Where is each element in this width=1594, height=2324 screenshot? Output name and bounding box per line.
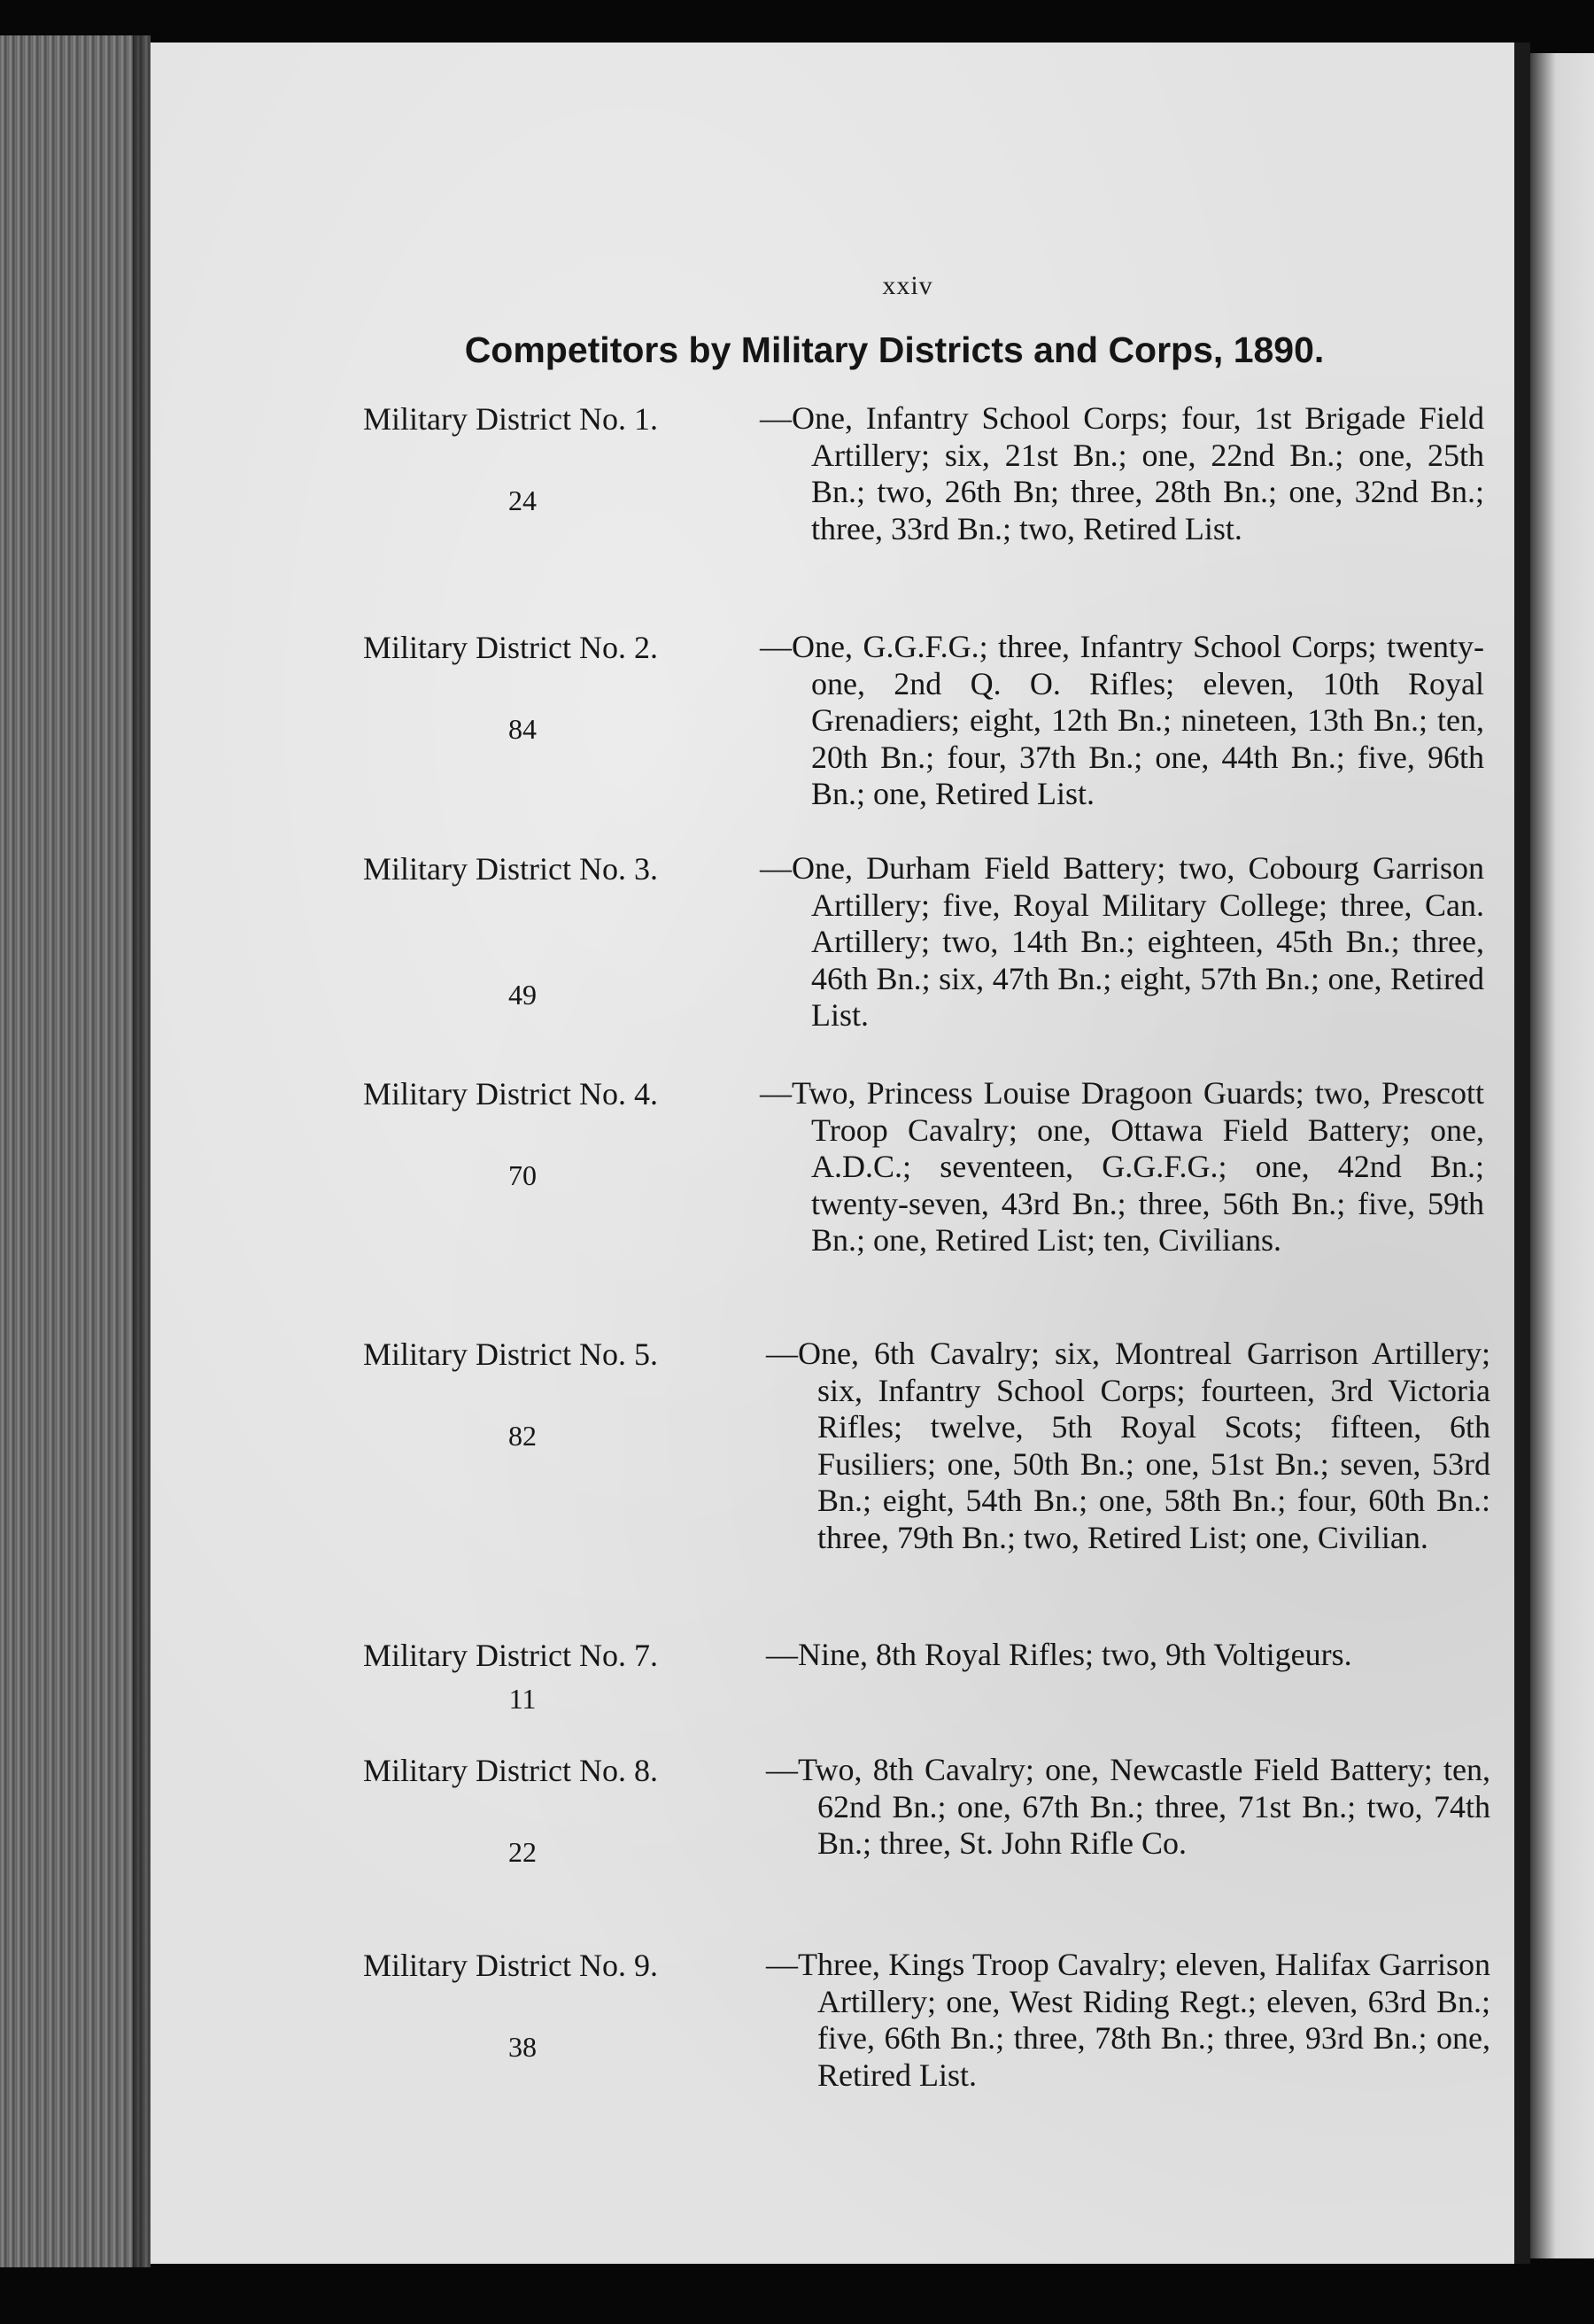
adjacent-page-sliver [1530,53,1594,2258]
competitor-count: 22 [508,1836,537,1868]
page-number: xxiv [882,271,933,300]
district-label: Military District No. 7. [363,1638,658,1673]
district-label: Military District No. 1. [363,401,658,437]
district-label: Military District No. 4. [363,1076,658,1112]
competitor-count: 38 [508,2031,537,2063]
competitor-count: 11 [508,1683,537,1715]
district-label: Military District No. 9. [363,1948,658,1983]
competitor-count: 70 [508,1159,537,1191]
corps-list: —One, 6th Cavalry; six, Montreal Garrison Artillery; six, Infantry School Corps; fourteen, 3rd Victoria Rifles; twelve, 5th Royal Scots; fifteen, 6th Fusiliers; one, 50th Bn.; one, 51st Bn.; seven, 53rd Bn.; eight, 54th Bn.; one, 58th Bn.; four, 60th Bn.: three, 79th Bn.; two, Retired List; one, Civilian. [766,1336,1490,1555]
book-page-edges [0,35,151,2267]
competitor-count: 84 [508,713,537,745]
page-gutter [1514,43,1530,2264]
corps-list: —Two, Princess Louise Dragoon Guards; two, Prescott Troop Cavalry; one, Ottawa Field Battery; one, A.D.C.; seventeen, G.G.F.G.; one, 42nd Bn.; twenty-seven, 43rd Bn.; three, 56th Bn.; five, 59th Bn.; one, Retired List; ten, Civilians. [760,1075,1484,1258]
corps-list: —Two, 8th Cavalry; one, Newcastle Field Battery; ten, 62nd Bn.; one, 67th Bn.; three, 71st Bn.; two, 74th Bn.; three, St. John Rifle Co. [766,1752,1490,1861]
district-label: Military District No. 3. [363,851,658,887]
corps-list: —Nine, 8th Royal Rifles; two, 9th Voltigeurs. [766,1637,1352,1672]
competitor-count: 24 [508,484,537,516]
competitor-count: 82 [508,1420,537,1452]
corps-list: —One, Durham Field Battery; two, Cobourg Garrison Artillery; five, Royal Military College; three, Can. Artillery; two, 14th Bn.; eighteen, 45th Bn.; three, 46th Bn.; six, 47th Bn.; eight, 57th Bn.; one, Retired List. [760,850,1484,1033]
page-title: Competitors by Military Districts and Corps, 1890. [464,329,1325,370]
district-label: Military District No. 2. [363,630,658,665]
district-label: Military District No. 8. [363,1753,658,1788]
competitor-count: 49 [508,979,537,1011]
district-label: Military District No. 5. [363,1336,658,1372]
corps-list: —One, Infantry School Corps; four, 1st Brigade Field Artillery; six, 21st Bn.; one, 22nd Bn.; one, 25th Bn.; two, 26th Bn; three, 28th Bn.; one, 32nd Bn.; three, 33rd Bn.; two, Retired List. [760,400,1484,546]
corps-list: —Three, Kings Troop Cavalry; eleven, Halifax Garrison Artillery; one, West Riding Regt.; eleven, 63rd Bn.; five, 66th Bn.; three, 78th Bn.; three, 93rd Bn.; one, Retired List. [766,1947,1490,2093]
corps-list: —One, G.G.F.G.; three, Infantry School Corps; twenty-one, 2nd Q. O. Rifles; eleven, 10th Royal Grenadiers; eight, 12th Bn.; nineteen, 13th Bn.; ten, 20th Bn.; four, 37th Bn.; one, 44th Bn.; five, 96th Bn.; one, Retired List. [760,629,1484,811]
